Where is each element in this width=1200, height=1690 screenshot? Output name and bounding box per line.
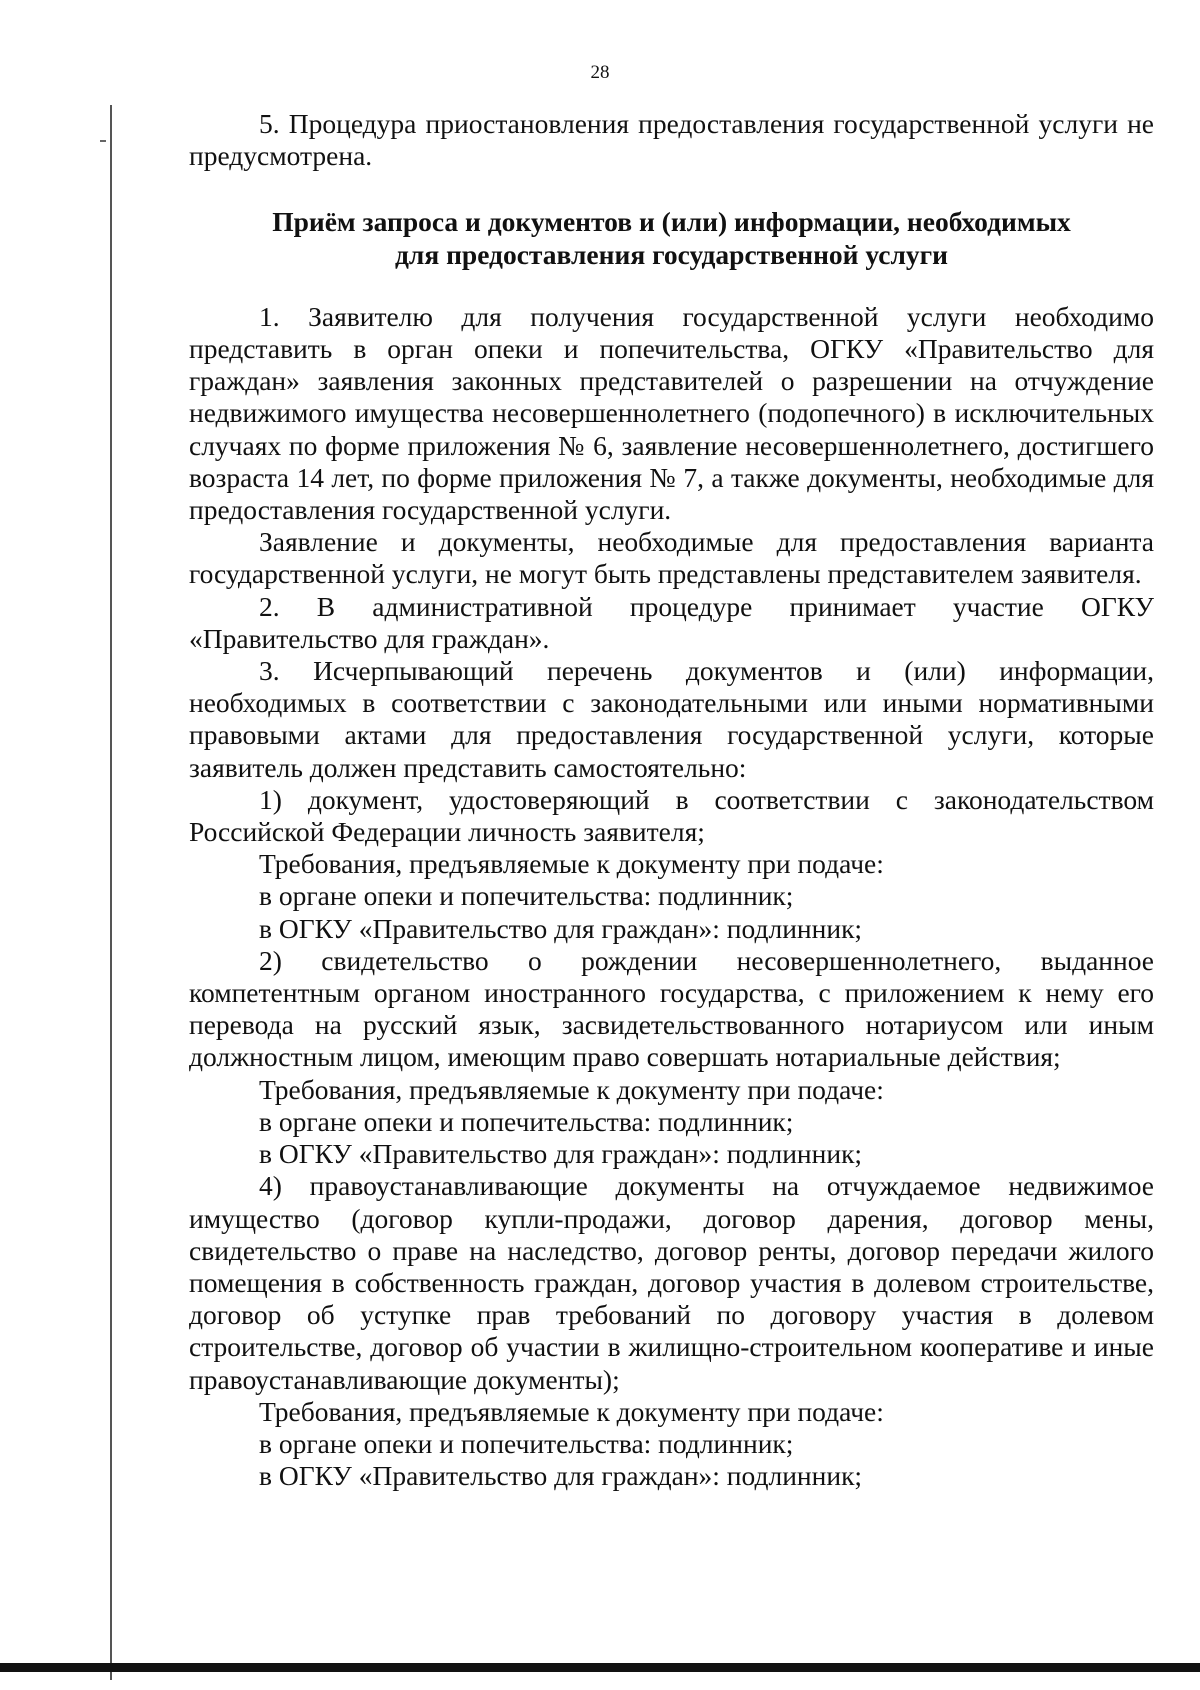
scan-bottom-border [0, 1663, 1200, 1672]
scan-margin-mark [100, 140, 106, 142]
requirement-item: в органе опеки и попечительства: подлинник; [259, 1427, 794, 1459]
paragraph-3: 2. В административной процедуре принимает участие ОГКУ «Правительство для граждан». [189, 590, 1154, 654]
requirement-item: в органе опеки и попечительства: подлинник; [259, 880, 794, 912]
section-heading-line-1: Приём запроса и документов и (или) информации, необходимых [272, 206, 1071, 238]
requirements-line: Требования, предъявляемые к документу при подаче: [259, 1395, 884, 1427]
paragraph-7: 4) правоустанавливающие документы на отчуждаемое недвижимое имущество (договор купли-продажи, договор дарения, договор мены, свидетельство о праве на наследство, договор ренты, договор передачи жилого помещения в собственность граждан, договор участия в долевом строительстве, договор об уступке прав требований по договору участия в долевом строительстве, договор об участии в жилищно-строительном кооперативе и иные правоустанавливающие документы); [189, 1170, 1154, 1395]
paragraph-2: Заявление и документы, необходимые для предоставления варианта государственной услуги, не могут быть представлены представителем заявителя. [189, 526, 1154, 590]
document-body [189, 108, 1154, 1492]
page-number: 28 [590, 62, 610, 83]
scan-edge-line [110, 105, 112, 1680]
requirement-item: в ОГКУ «Правительство для граждан»: подлинник; [259, 1460, 863, 1492]
paragraph-suspension: 5. Процедура приостановления предоставления государственной услуги не предусмотрена. [189, 108, 1154, 172]
section-heading-line-2: для предоставления государственной услуги [394, 238, 949, 270]
section-heading [189, 206, 1154, 270]
paragraph-1: 1. Заявителю для получения государственной услуги необходимо представить в орган опеки и попечительства, ОГКУ «Правительство для граждан» заявления законных представителей о разрешении на отчуждение недвижимого имущества несовершеннолетнего (подопечного) в исключительных случаях по форме приложения № 6, заявление несовершеннолетнего, достигшего возраста 14 лет, по форме приложения № 7, а также документы, необходимые для предоставления государственной услуги. [189, 300, 1154, 526]
requirements-line: Требования, предъявляемые к документу при подаче: [259, 848, 884, 880]
requirement-item: в ОГКУ «Правительство для граждан»: подлинник; [259, 912, 863, 944]
requirement-item: в ОГКУ «Правительство для граждан»: подлинник; [259, 1138, 863, 1170]
requirements-line: Требования, предъявляемые к документу при подаче: [259, 1073, 884, 1105]
requirement-item: в органе опеки и попечительства: подлинник; [259, 1105, 794, 1137]
paragraph-4: 3. Исчерпывающий перечень документов и (или) информации, необходимых в соответствии с законодательными или иными нормативными правовыми актами для предоставления государственной услуги, которые заявитель должен представить самостоятельно: [189, 655, 1154, 783]
paragraph-6: 2) свидетельство о рождении несовершеннолетнего, выданное компетентным органом иностранного государства, с приложением к нему его перевода на русский язык, засвидетельствованного нотариусом или иным должностным лицом, имеющим право совершать нотариальные действия; [189, 944, 1154, 1073]
paragraph-5: 1) документ, удостоверяющий в соответствии с законодательством Российской Федерации личность заявителя; [189, 783, 1154, 848]
